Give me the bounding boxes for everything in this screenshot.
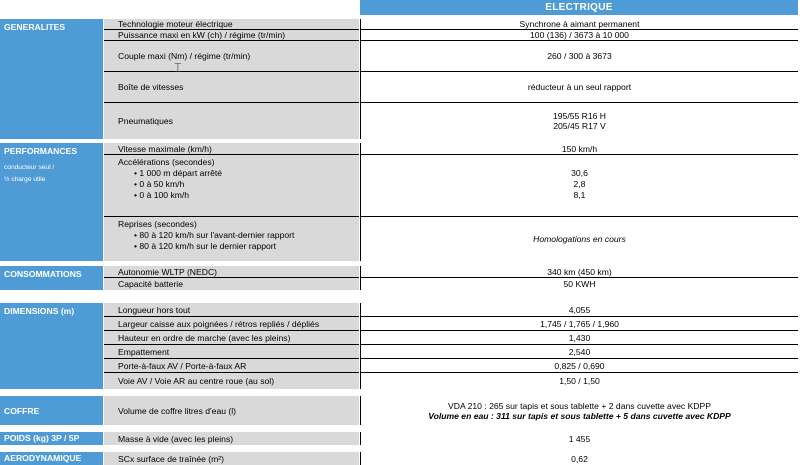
section-consommations xyxy=(0,266,800,290)
row-value: 4,055 xyxy=(360,303,798,317)
value-line: 195/55 R16 H xyxy=(552,111,607,121)
row-value: réducteur à un seul rapport xyxy=(360,72,798,103)
section-label-poids xyxy=(0,432,103,445)
row-label: Vitesse maximale (km/h) xyxy=(104,143,359,155)
row-label: Technologie moteur électrique xyxy=(104,19,359,30)
row-value: 1,430 xyxy=(360,331,798,345)
section-label-consommations xyxy=(0,266,103,290)
row-value: 100 (136) / 3673 à 10 000 xyxy=(360,30,798,41)
row-label: Volume de coffre litres d'eau (l) xyxy=(118,405,237,416)
accel-item: • 1 000 m départ arrêté xyxy=(118,168,359,179)
reprises-title: Reprises (secondes) xyxy=(118,219,197,229)
row-value-pneumatiques xyxy=(360,103,798,139)
row-label: SCx surface de traînée (m²) xyxy=(118,453,225,464)
section-label-generalites xyxy=(0,19,103,139)
section-label-performances xyxy=(0,143,103,261)
row-label: Couple maxi (Nm) / régime (tr/min) xyxy=(104,41,359,72)
row-label: Longueur hors tout xyxy=(104,303,359,317)
row-label: Largeur caisse aux poignées / rétros repliés / dépliés xyxy=(104,317,359,331)
row-label: Porte-à-faux AV / Porte-à-faux AR xyxy=(104,359,359,373)
section-label-dimensions xyxy=(0,303,103,389)
value-line: Volume en eau : 311 sur tapis et sous tablette + 5 dans cuvette avec KDPP xyxy=(428,410,731,421)
row-value: 340 km (450 km) xyxy=(360,266,798,278)
accel-value: 30,6 xyxy=(571,168,588,178)
row-value: 1 455 xyxy=(360,432,798,445)
row-label: Boîte de vitesses xyxy=(104,72,359,103)
accel-label-block xyxy=(104,155,359,217)
section-label-aero xyxy=(0,452,103,465)
section-title: POIDS (kg) 3P / 5P xyxy=(4,433,80,443)
row-value: 1,50 / 1,50 xyxy=(360,373,798,389)
section-performances xyxy=(0,143,800,261)
row-label: Pneumatiques xyxy=(118,116,173,126)
row-label: Empattement xyxy=(104,345,359,359)
row-value: Synchrone à aimant permanent xyxy=(360,19,798,30)
row-value: 260 / 300 à 3673 xyxy=(360,41,798,72)
section-title: GENERALITES xyxy=(4,22,66,32)
accel-item: • 0 à 100 km/h xyxy=(118,190,359,201)
accel-value: 2,8 xyxy=(573,179,586,189)
row-label: Puissance maxi en kW (ch) / régime (tr/min) xyxy=(104,30,359,41)
accel-value: 8,1 xyxy=(573,190,586,200)
row-label: Voie AV / Voie AR au centre roue (au sol) xyxy=(118,376,275,386)
column-header-electrique: ELECTRIQUE xyxy=(360,0,798,15)
accel-values xyxy=(360,155,798,217)
section-label-coffre xyxy=(0,396,103,425)
accel-title: Accélérations (secondes) xyxy=(118,157,215,167)
section-coffre xyxy=(0,396,800,425)
row-label: Capacité batterie xyxy=(118,279,183,289)
section-title: PERFORMANCES xyxy=(4,146,78,156)
value-line: VDA 210 : 265 sur tapis et sous tablette + 2 dans cuvette avec KDPP xyxy=(448,400,711,411)
row-label: Hauteur en ordre de marche (avec les pleins) xyxy=(104,331,359,345)
reprises-item: • 80 à 120 km/h sur l'avant-dernier rapport xyxy=(118,230,359,241)
reprises-label-block xyxy=(104,217,359,261)
row-value: 0,825 / 0,690 xyxy=(360,359,798,373)
row-label: Masse à vide (avec les pleins) xyxy=(118,433,234,444)
reprises-value: Homologations en cours xyxy=(360,217,798,261)
section-generalites xyxy=(0,19,800,139)
section-title: CONSOMMATIONS xyxy=(4,269,82,279)
text-cursor-icon: ⌶ xyxy=(174,60,182,75)
row-value: 0,62 xyxy=(360,452,798,465)
row-value: 150 km/h xyxy=(360,143,798,155)
row-value-coffre xyxy=(360,396,798,425)
section-poids xyxy=(0,432,800,445)
row-value: 1,745 / 1,765 / 1,960 xyxy=(360,317,798,331)
value-line: 205/45 R17 V xyxy=(553,121,606,131)
section-subtitle xyxy=(4,162,103,186)
subtitle-line: conducteur seul / xyxy=(4,164,55,171)
row-label: Autonomie WLTP (NEDC) xyxy=(104,266,359,278)
row-value: 50 KWH xyxy=(360,278,798,290)
subtitle-line: ½ charge utile xyxy=(4,176,46,183)
row-value: 2,540 xyxy=(360,345,798,359)
section-title: COFFRE xyxy=(4,405,40,416)
section-title: DIMENSIONS (m) xyxy=(4,306,75,316)
section-title: AERODYNAMIQUE xyxy=(4,453,82,463)
accel-item: • 0 à 50 km/h xyxy=(118,179,359,190)
reprises-item: • 80 à 120 km/h sur le dernier rapport xyxy=(118,241,359,252)
section-dimensions xyxy=(0,303,800,389)
section-aerodynamique xyxy=(0,452,800,465)
